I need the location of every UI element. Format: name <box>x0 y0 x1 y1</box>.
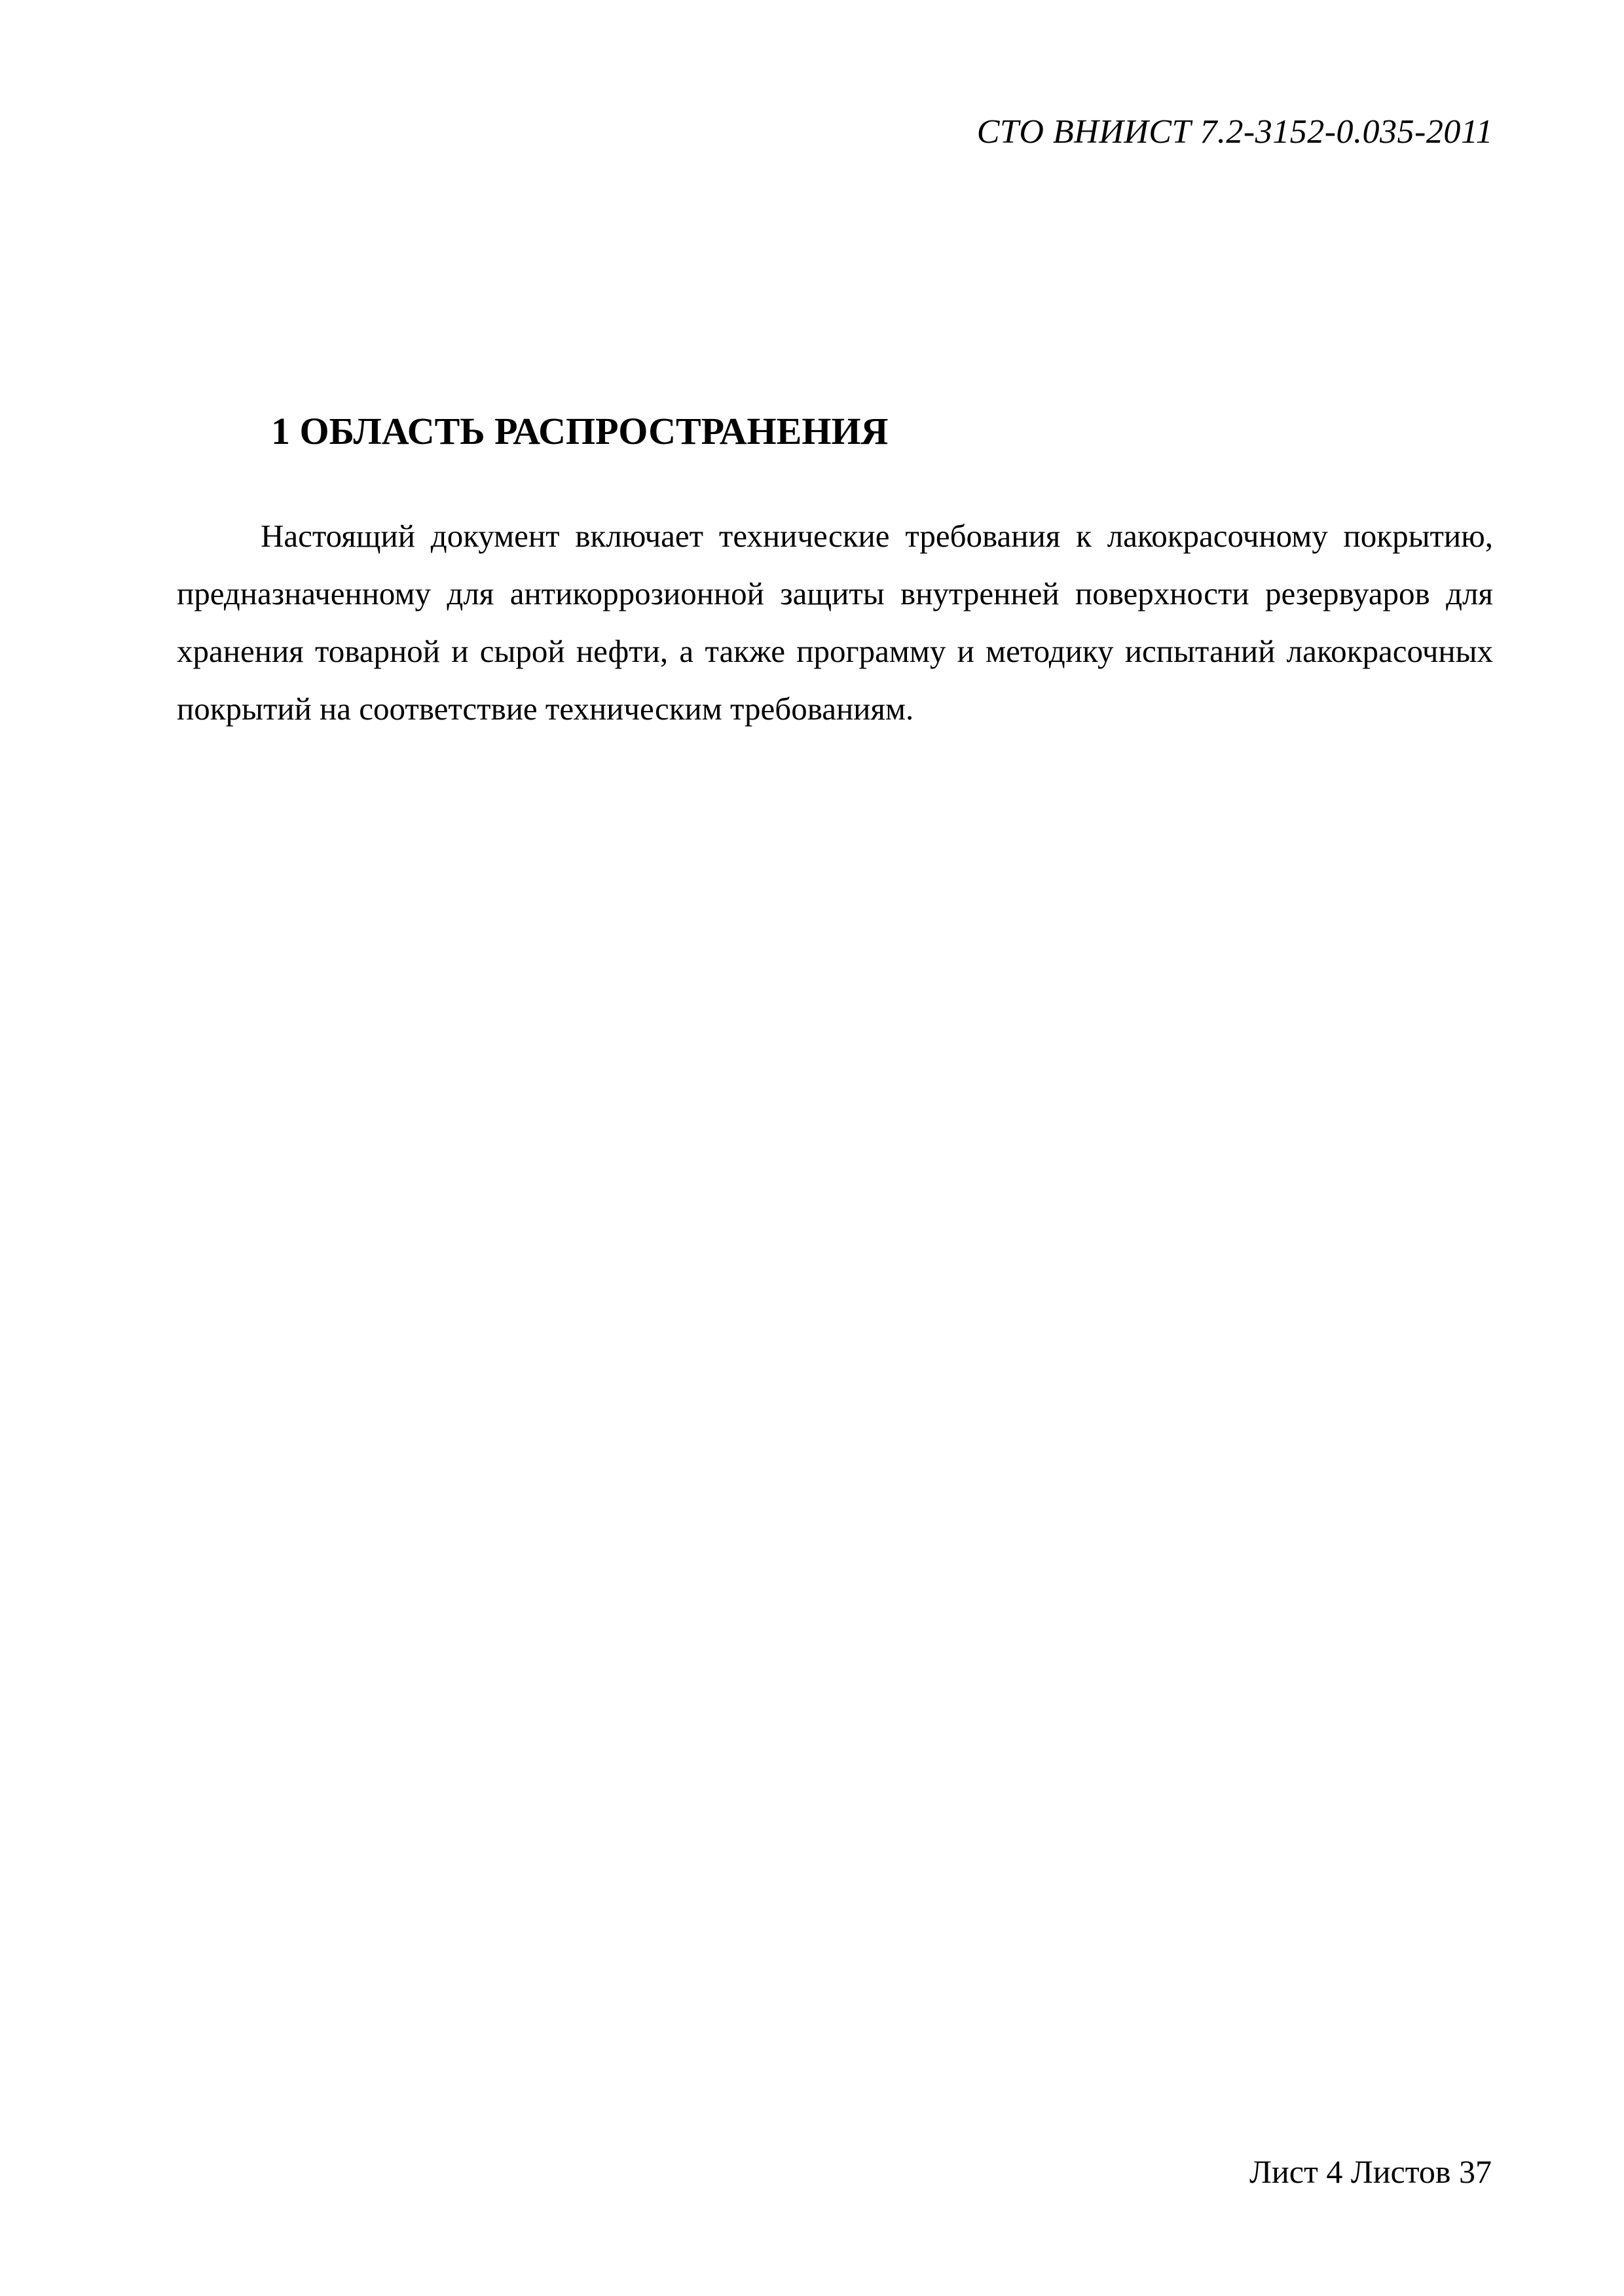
section-title: 1 ОБЛАСТЬ РАСПРОСТРАНЕНИЯ <box>271 410 889 452</box>
section-paragraph: Настоящий документ включает технические требования к лакокрасочному покрытию, предназначенному для антикоррозионной защиты внутренней поверхности резервуаров для хранения товарной и сырой нефти, а также программу и методику испытаний лакокрасочных покрытий на соответствие техническим требованиям. <box>177 518 1493 727</box>
sheet-number: Лист 4 Листов 37 <box>1249 2153 1492 2190</box>
document-code: СТО ВНИИСТ 7.2-3152-0.035-2011 <box>976 113 1493 151</box>
